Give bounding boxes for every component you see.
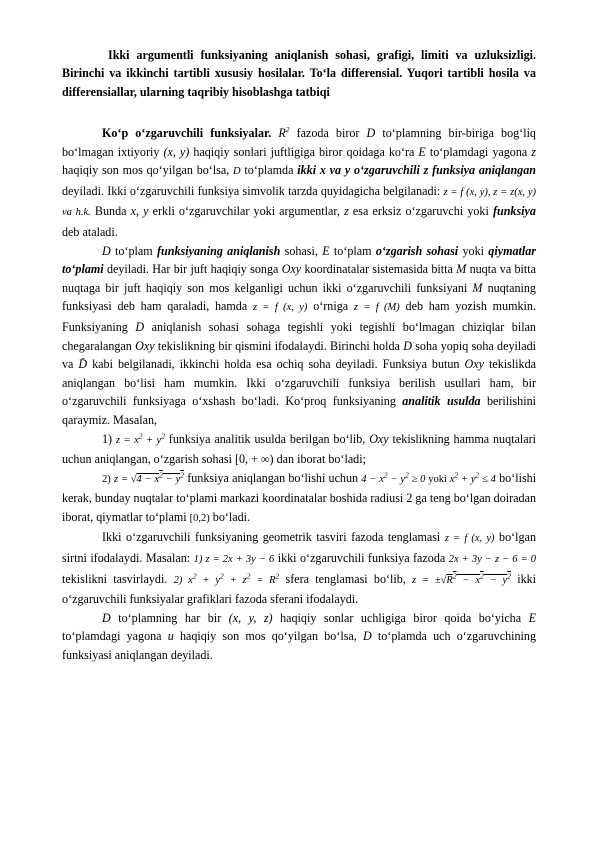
- formula-sphere-functions: $z = \pm√R^2 - x^2 - y^2$: [412, 571, 511, 586]
- text: esa erksiz o‘zgaruvchi yoki: [348, 204, 493, 219]
- symbol-D: D: [233, 166, 241, 178]
- text: to‘plam: [329, 243, 376, 258]
- text: erkli o‘zgaruvchilar yoki argumentlar,: [148, 204, 345, 219]
- symbol-Oxy: Oxy: [281, 262, 302, 277]
- inequality-2: $x^2 + y^2 \le 4$: [449, 470, 496, 485]
- formula: z = f (M): [353, 302, 400, 314]
- symbol-xy: (x, y): [163, 144, 190, 159]
- formula-sqrt: $z = √4 - x^2 - y^2$: [113, 470, 185, 485]
- symbol-R: $R^2$: [278, 124, 290, 140]
- text: haqiqiy son mos qo‘yilgan bo‘lsa,: [62, 163, 234, 178]
- symbol-D: D: [403, 338, 412, 353]
- symbol-E: E: [528, 610, 536, 625]
- text: haqiqiy sonlari juftligiga biror qoidaga ko‘ra: [189, 144, 419, 159]
- text: deyiladi. Har bir juft haqiqiy songa: [103, 262, 282, 277]
- text: haqiqiy son mos qo‘yilgan bo‘lsa,: [173, 629, 363, 644]
- symbol-D: D: [366, 126, 376, 140]
- text: sohasi,: [280, 243, 323, 258]
- symbol-z: z: [344, 204, 349, 219]
- example-1: [62, 430, 536, 469]
- paragraph-lead: Ko‘p o‘zgaruvchili funksiyalar.: [102, 126, 272, 140]
- text: to‘plamdagi yagona: [62, 629, 168, 644]
- text: bo‘ladi.: [209, 509, 251, 524]
- range-value: [0, + ∞): [234, 452, 274, 467]
- text: koordinatalar sistemasida bitta: [301, 262, 457, 277]
- symbol-Oxy: Oxy: [464, 357, 484, 372]
- symbol-M: M: [456, 262, 467, 277]
- section-title: Ikki argumentli funksiyaning aniqlanish sohasi, grafigi, limiti va uzluksizligi. Birinchi va ikkinchi tartibli xususiy hosilalar. To‘la differensial. Yuqori tartibli hosila va differensiallar, ularning taqribiy hisoblashga tatbiqi: [62, 48, 536, 99]
- text: fazoda biror: [289, 126, 367, 140]
- text: to‘plamda: [240, 163, 298, 178]
- formula: z = f (x, y): [252, 302, 308, 314]
- text: funksiya analitik usulda berilgan bo‘lib,: [164, 431, 370, 446]
- example-number: 2): [102, 473, 111, 485]
- text: Bunda: [90, 204, 131, 219]
- range-value: [0,2): [189, 512, 210, 524]
- symbol-D: D: [362, 629, 372, 644]
- text: dan iborat bo‘ladi;: [273, 452, 366, 467]
- text: kabi belgilanadi, ikkinchi holda esa ochiq soha deyiladi. Funksiya butun: [87, 357, 465, 372]
- document-body: [62, 124, 536, 665]
- text: tekislikning hamma nuqtalari uchun aniqlangan, o‘zgarish sohasi: [62, 431, 536, 467]
- text: o‘rniga: [307, 299, 354, 314]
- formula-notation: z = f (x, y), z = z(x, y) va h.k.: [62, 186, 536, 219]
- formula-plane-function: 1) z = 2x + 3y − 6: [193, 554, 275, 566]
- text: bo‘lgan sirtni ifodalaydi. Masalan:: [62, 530, 536, 566]
- symbol-D: D: [102, 243, 111, 258]
- emphasis-term: funksiya: [492, 204, 536, 219]
- text: haqiqiy sonlar uchligiga biror qoida bo‘yicha: [272, 610, 529, 625]
- emphasis-term: o‘zgarish sohasi: [375, 243, 459, 258]
- text: tekislikning bir qismini ifodalaydi. Birinchi holda: [154, 338, 404, 353]
- text: to‘plamdagi yagona: [425, 144, 532, 159]
- text: to‘plam: [110, 243, 157, 258]
- text: to‘plamning har bir: [110, 610, 229, 625]
- text: aniqlanish sohasi sohaga tegishli yoki tegishli bo‘lmagan chiziqlar bilan chegaralangan: [62, 319, 536, 353]
- text: Ikki o‘zgaruvchili funksiyaning geometrik tasviri fazoda tenglamasi: [102, 530, 445, 545]
- inequality-1: $4 - x^2 - y^2 \ge 0$: [361, 470, 426, 485]
- symbol-E: E: [418, 144, 426, 159]
- formula-plane: 2x + 3y − z − 6 = 0: [448, 554, 536, 566]
- text: bo‘lishi kerak, bunday nuqtalar to‘plami markazi koordinatalar boshida radiusi 2 ga teng bo‘lgan doiradan iborat, qiymatlar to‘plami: [62, 470, 537, 524]
- text: deb ham yozish mumkin. Funksiyaning: [62, 299, 536, 334]
- symbol-D: D: [102, 610, 111, 625]
- emphasis-term: analitik usulda: [402, 394, 481, 409]
- emphasis-term: qiymatlar to‘plami: [62, 243, 536, 277]
- text: tekislikni tasvirlaydi.: [62, 571, 174, 586]
- symbol-E: E: [322, 243, 330, 258]
- paragraph-geometry: [62, 528, 536, 608]
- text: deyiladi. Ikki o‘zgaruvchili funksiya simvolik tarzda quyidagicha belgilanadi:: [62, 183, 444, 198]
- symbol-D: D: [135, 319, 145, 334]
- emphasis-term: funksiyaning aniqlanish: [157, 243, 281, 258]
- formula-z-x2-y2: $z = x^2 + y^2$: [115, 431, 165, 446]
- text: tekislikda aniqlangan bo‘lisi ham mumkin. Ikki o‘zgaruvchili funksiya berilish usullari ham, bir o‘zgaruvchili funksiyaga o‘xshash bo‘ladi. Ko‘proq funksiyaning: [62, 357, 536, 409]
- text: to‘plamning bir-biriga bog‘liq bo‘lmagan ixtiyoriy: [62, 126, 536, 159]
- text: funksiya aniqlangan bo‘lishi uchun: [184, 470, 362, 485]
- text: sfera tenglamasi bo‘lib,: [279, 571, 413, 586]
- symbol-M: M: [472, 280, 483, 295]
- text: nuqtaning funksiyasi deb ham qaraladi, hamda: [62, 280, 536, 314]
- symbol-xyz: (x, y, z): [228, 610, 273, 625]
- formula: z = f (x, y): [444, 533, 495, 545]
- text: to‘plamda uch o‘zgaruvchining funksiyasi aniqlangan deyiladi.: [62, 629, 536, 663]
- text: ikki o‘zgaruvchili funksiyalar grafiklari fazoda sferani ifodalaydi.: [62, 571, 537, 607]
- text: soha yopiq soha deyiladi va: [62, 338, 536, 372]
- symbol-D-closure: D̄: [78, 357, 88, 372]
- text: ikki o‘zgaruvchili funksiya fazoda: [274, 551, 449, 566]
- text: yoki: [425, 473, 450, 485]
- symbol-z: z: [531, 144, 537, 159]
- example-number: 1): [102, 431, 113, 446]
- symbol-u: u: [167, 629, 174, 644]
- text: deb ataladi.: [62, 224, 118, 239]
- text: nuqta va bitta nuqtaga bir juft haqiqiy son mos kelganligi uchun ikki o‘zgaruvchili funksiyani: [62, 262, 536, 295]
- formula-sphere: 2) $x^2 + y^2 + z^2 = R^2$: [173, 571, 280, 586]
- symbol-Oxy: Oxy: [135, 338, 155, 353]
- emphasis-term: ikki x va y o‘zgaruvchili z funksiya aniqlangan: [297, 163, 537, 178]
- symbol-xy-list: x, y: [130, 204, 149, 219]
- paragraph-definition: [62, 124, 536, 242]
- paragraph-domain: [62, 242, 536, 430]
- text: berilishini qaraymiz. Masalan,: [62, 394, 536, 427]
- text: yoki: [458, 243, 489, 258]
- example-2: [62, 469, 536, 529]
- symbol-Oxy: Oxy: [369, 431, 389, 446]
- paragraph-three-variables: [62, 609, 536, 665]
